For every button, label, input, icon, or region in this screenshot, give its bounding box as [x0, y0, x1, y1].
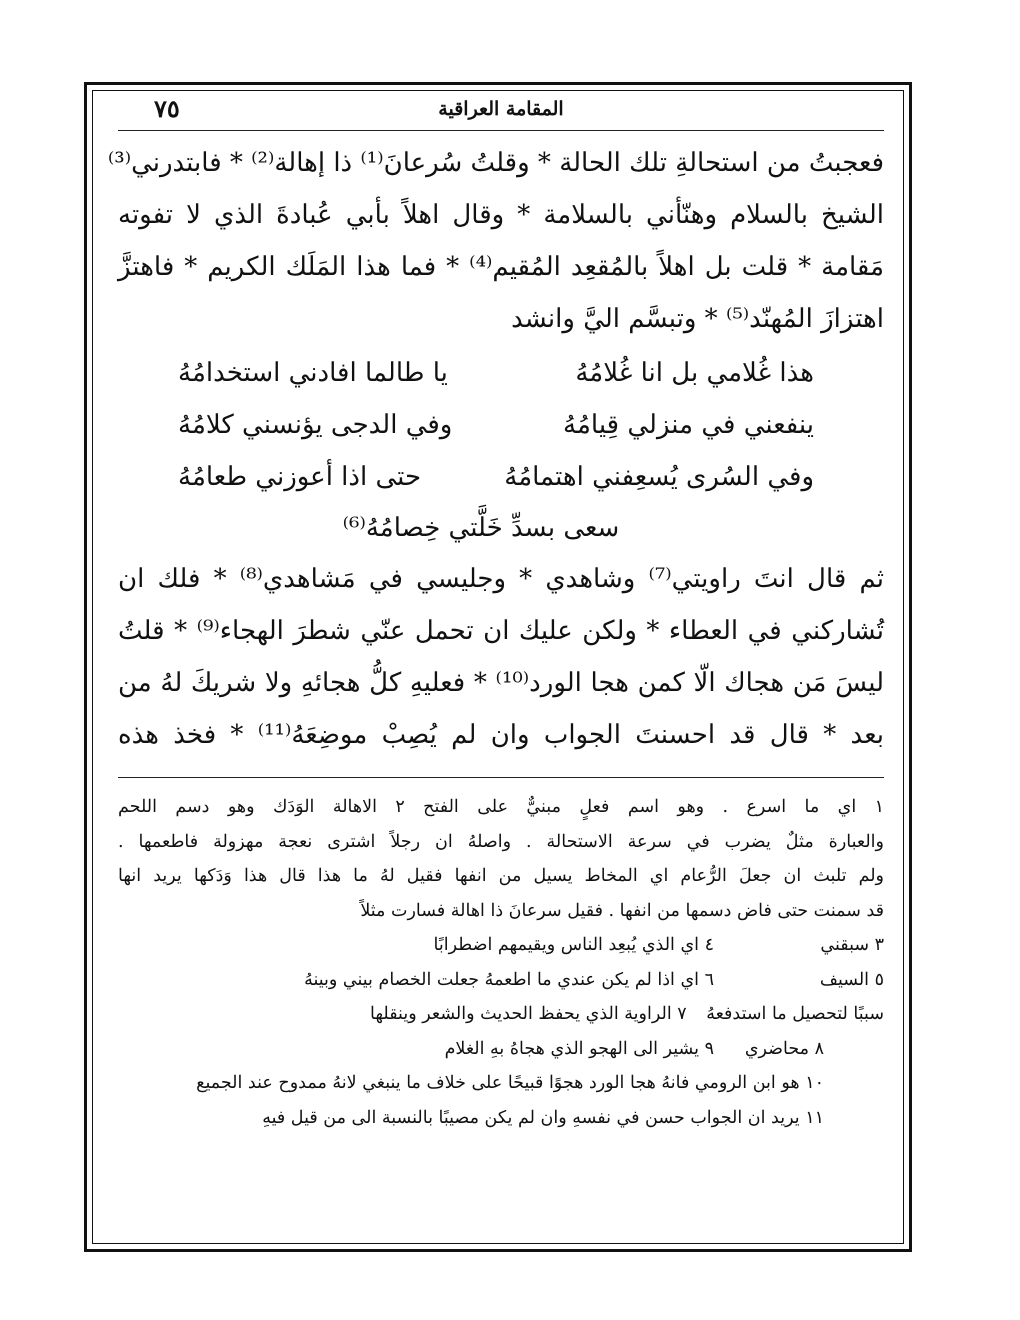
verse-first-hemistich: هذا غُلامي بل انا غُلامُهُ	[575, 358, 814, 388]
footnote-7-line	[118, 997, 884, 1032]
body-line: ليسَ مَن هجاك الّا كمن هجا الورد⁽¹⁰⁾ * فعليهِ كلُّ هجائهِ ولا شريكَ لهُ من	[118, 668, 884, 698]
poem-verse	[118, 399, 884, 451]
body-line: اهتزازَ المُهنّد⁽⁵⁾ * وتبسَّم اليَّ وانشد	[511, 304, 884, 334]
footnote-pair	[118, 1032, 884, 1067]
footnote-7: ٧ الراوية الذي يحفظ الحديث والشعر وينقلها	[370, 1004, 687, 1024]
body-line: مَقامة * قلت بل اهلاً بالمُقعِد المُقيم⁽⁴⁾ * فما هذا المَلَك الكريم * فاهتزَّ	[118, 252, 885, 282]
body-line: فعجبتُ من استحالةِ تلك الحالة * وقلتُ سُرعانَ⁽¹⁾ ذا إهالة⁽²⁾ * فابتدرني⁽³⁾	[107, 148, 884, 178]
poem-final-verse: سعى بسدِّ خَلَّتي خِصامُهُ⁽⁶⁾	[342, 513, 620, 543]
running-title: المقامة العراقية	[438, 98, 564, 120]
verse-first-hemistich: ينفعني في منزلي قِيامُهُ	[563, 410, 814, 440]
body-line: بعد * قال قد احسنتَ الجواب وان لم يُصِبْ موضِعَهُ⁽¹¹⁾ * فخذ هذه	[118, 720, 884, 750]
verse-first-hemistich: وفي السُرى يُسعِفني اهتمامُهُ	[504, 462, 814, 492]
footnote-11: ١١ يريد ان الجواب حسن في نفسهِ وان لم يكن مصيبًا بالنسبة الى من قيل فيهِ	[262, 1107, 824, 1128]
footnote-4: ٤ اي الذي يُبعِد الناس ويقيمهم اضطرابًا	[433, 935, 714, 955]
footnote-5: ٥ السيف	[819, 969, 884, 990]
verse-second-hemistich: حتى اذا أعوزني طعامُهُ	[178, 462, 422, 492]
body-line: ثم قال انتَ راويتي⁽⁷⁾ وشاهدي * وجليسي في مَشاهدي⁽⁸⁾ * فلك ان	[118, 564, 884, 594]
footnote-6-continuation: سببًا لتحصيل ما استدفعهُ	[706, 1004, 884, 1024]
prose-paragraph-1	[107, 137, 885, 345]
poem-verse	[118, 451, 884, 503]
footnote-8: ٨ محاضري	[744, 1038, 824, 1059]
footnotes	[118, 790, 884, 1135]
body-line: تُشاركني في العطاء * ولكن عليك ان تحمل عنّي شطرَ الهجاء⁽⁹⁾ * قلتُ	[118, 616, 885, 646]
page-header	[118, 92, 884, 131]
footnote-6: ٦ اي اذا لم يكن عندي ما اطعمهُ جعلت الخصام بيني وبينهُ	[304, 969, 714, 990]
prose-paragraph-2	[118, 553, 884, 761]
verse-second-hemistich: وفي الدجى يؤنسني كلامُهُ	[178, 410, 453, 440]
footnote-line: ١ اي ما اسرع . وهو اسم فعلٍ مبنيٌّ على الفتح ٢ الاهالة الوَدَك وهو دسم اللحم	[118, 797, 885, 817]
footnote-line: قد سمنت حتى فاض دسمها من انفها . فقيل سرعانَ ذا اهالة فسارت مثلاً	[360, 900, 884, 921]
footnote-pair	[118, 928, 884, 963]
footnote-9: ٩ يشير الى الهجو الذي هجاهُ بهِ الغلام	[444, 1038, 714, 1059]
footnote-10: ١٠ هو ابن الرومي فانهُ هجا الورد هجوًا قبيحًا على خلاف ما ينبغي لانهُ ممدوح عند الجميع	[196, 1073, 824, 1093]
footnote-separator	[118, 777, 884, 778]
body-line: الشيخ بالسلام وهنّأني بالسلامة * وقال اهلاً بأبي عُبادةَ الذي لا تفوته	[118, 200, 884, 230]
poem	[118, 347, 884, 553]
footnote-line: ولم تلبث ان جعلَ الرُّعام اي المخاط يسيل من انفها فقيل لهُ ما هذا قال هذا وَدَكها يريد انها	[118, 866, 884, 886]
verse-second-hemistich: يا طالما افادني استخدامُهُ	[178, 358, 448, 388]
footnote-pair	[118, 963, 884, 998]
page-content	[107, 92, 885, 1222]
page-number: ٧٥	[154, 94, 180, 123]
poem-verse	[118, 347, 884, 399]
footnote-line: والعبارة مثلٌ يضرب في سرعة الاستحالة . واصلهُ ان رجلاً اشترى نعجة مهزولة فاطعمها .	[118, 831, 884, 852]
footnote-3: ٣ سبقني	[820, 935, 884, 955]
